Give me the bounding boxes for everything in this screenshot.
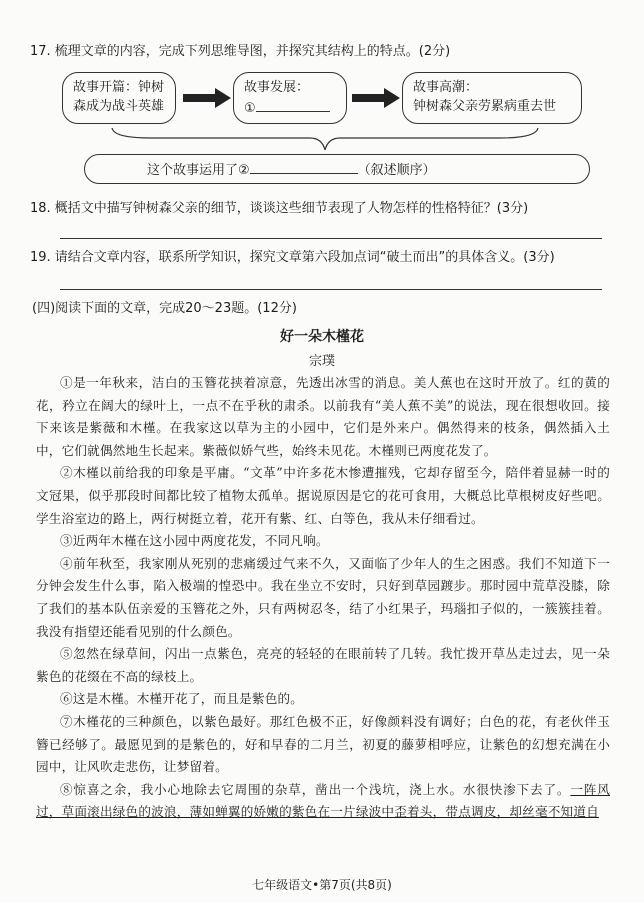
box-opening-line2: 森成为战斗英雄 (73, 99, 165, 114)
article-title: 好一朵木槿花 (280, 329, 364, 345)
question-17: 17. 梳理文章的内容，完成下列思维导图，并探究其结构上的特点。(2分) (30, 44, 451, 59)
mindmap-box-opening (62, 72, 176, 124)
answer-line-18[interactable] (60, 238, 602, 239)
question-18: 18. 概括文中描写钟树森父亲的细节，谈谈这些细节表现了人物怎样的性格特征？(3分) (30, 201, 529, 216)
mindmap-summary-box (84, 154, 590, 184)
paragraph-6: ⑥这是木槿。木槿开花了，而且是紫色的。 (60, 691, 304, 707)
box-development-title: 故事发展： (244, 80, 310, 95)
paragraph-1: ①是一年秋来，洁白的玉簪花挟着凉意，先透出冰雪的消息。美人蕉也在这时开放了。红的黄的花，矜立在阔大的绿叶上，一点不在乎秋的肃杀。以前我有“美人蕉不美”的说法，现在很想收回。接下来该是紫薇和木槿。在我家这以草为主的小园中，它们是外来户。偶然得来的枝条，偶然插入土中，它们就偶然地生长起来。紫薇似娇气些，始终未见花。木槿则已两度花发了。 (36, 375, 610, 458)
mindmap-box-development (233, 72, 347, 124)
box-climax-title: 故事高潮： (413, 80, 479, 95)
paragraph-2: ②木槿以前给我的印象是平庸。“文革”中许多花木惨遭摧残，它却存留至今，陪伴着显赫一时的文冠果，似乎那段时间都比较了植物太孤单。据说原因是它的花可食用，大概总比草根树皮好些吧。学生浴室边的路上，两行树挺立着，花开有紫、红、白等色，我从未仔细看过。 (36, 465, 610, 526)
box-climax-text: 钟树森父亲劳累病重去世 (413, 99, 557, 114)
mindmap-box-climax (402, 72, 582, 124)
article-body (36, 372, 610, 824)
paragraph-7: ⑦木槿花的三种颜色，以紫色最好。那红色极不正，好像颜料没有调好；白色的花，有老伙伴玉簪已经够了。最愿见到的是紫色的，好和早春的二月兰，初夏的藤萝相呼应，让紫色的幻想充满在小园中，让风吹走悲伤，让梦留着。 (36, 713, 610, 775)
blank-1-label: ① (244, 101, 256, 116)
paragraph-8 (36, 779, 610, 824)
paragraph-5: ⑤忽然在绿草间，闪出一点紫色，亮亮的轻轻的在眼前转了几转。我忙拨开草丛走过去，见一朵紫色的花缀在不高的绿枝上。 (36, 646, 610, 684)
blank-1-line[interactable] (256, 97, 330, 112)
section-4-heading: (四)阅读下面的文章，完成20～23题。(12分) (32, 301, 297, 316)
paragraph-4: ④前年秋至，我家刚从死别的悲痛缓过气来不久，又面临了少年人的生之困惑。我们不知道下一分钟会发生什么事，陷入极端的惶恐中。我在坐立不安时，只好到草园踱步。那时园中荒草没膝，除了我们的基本队伍亲爱的玉簪花之外，只有两树忍冬，结了小红果子，玛瑙扣子似的，一簇簇挂着。我没有指望还能看见别的什么颜色。 (36, 555, 610, 639)
paragraph-8-underlined: 一阵风过，草面滚出绿色的波浪，薄如蝉翼的娇嫩的紫色在一片绿波中歪着头，带点调皮，却丝毫不知道自 (36, 781, 610, 820)
arrow-right-icon (352, 88, 402, 108)
summary-suffix: （叙述顺序） (357, 163, 436, 178)
answer-line-19[interactable] (60, 289, 602, 290)
brace-icon (110, 126, 540, 156)
arrow-right-icon (183, 88, 233, 108)
page-footer: 七年级语文•第7页(共8页) (252, 878, 392, 892)
article-author: 宗璞 (308, 354, 335, 369)
blank-2-line[interactable] (250, 159, 358, 174)
paragraph-3: ③近两年木槿在这小园中两度花发，不同凡响。 (60, 533, 329, 549)
box-opening-line1: 故事开篇：钟树 (73, 80, 165, 95)
paragraph-8-start: ⑧惊喜之余，我小心地除去它周围的杂草，凿出一个浅坑，浇上水。水很快渗下去了。 (60, 781, 571, 797)
question-19: 19. 请结合文章内容，联系所学知识，探究文章第六段加点词“破土而出”的具体含义。(3分) (30, 250, 555, 265)
summary-prefix: 这个故事运用了② (147, 163, 250, 178)
